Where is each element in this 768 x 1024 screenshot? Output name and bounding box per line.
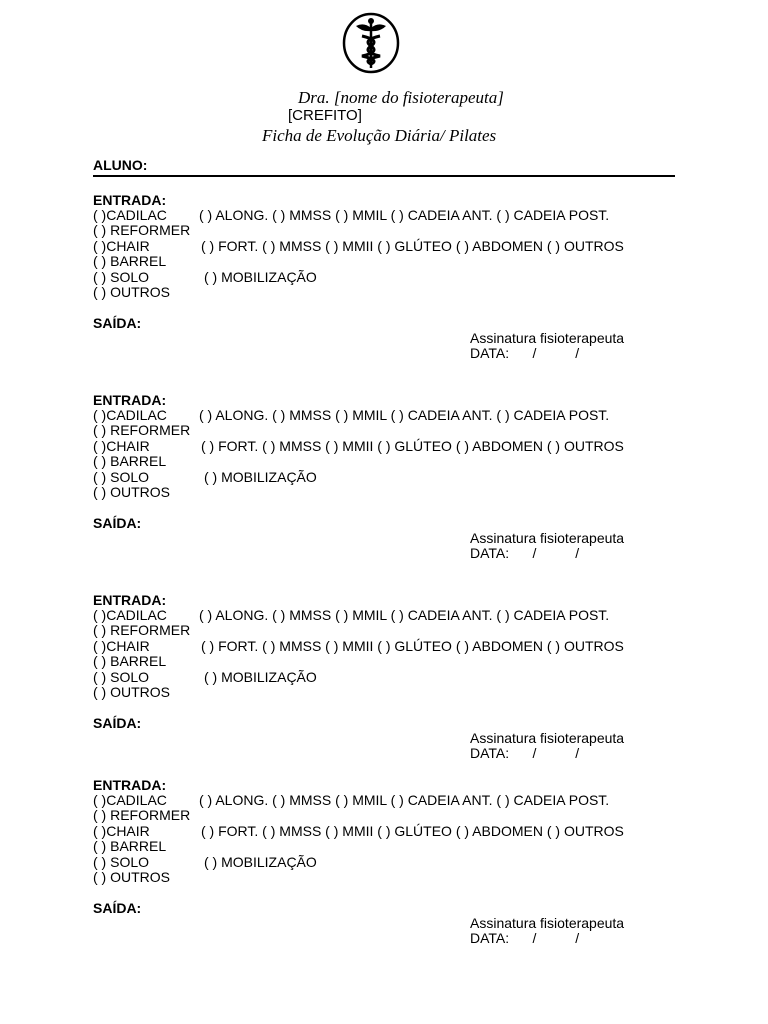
option-cadilac[interactable]: ( )CADILAC: [93, 207, 167, 223]
doctor-name: Dra. [nome do fisioterapeuta]: [298, 88, 504, 107]
signature-label: Assinatura fisioterapeuta: [470, 915, 625, 931]
signature-label: Assinatura fisioterapeuta: [470, 330, 625, 346]
entrada-label: ENTRADA:: [93, 192, 167, 208]
option-fort-row[interactable]: ( ) FORT. ( ) MMSS ( ) MMII ( ) GLÚTEO ( ) ABDOMEN ( ) OUTROS: [201, 238, 624, 254]
option-barrel[interactable]: ( ) BARREL: [93, 253, 167, 269]
option-chair[interactable]: ( )CHAIR: [93, 823, 150, 839]
option-cadilac[interactable]: ( )CADILAC: [93, 792, 167, 808]
option-fort-row[interactable]: ( ) FORT. ( ) MMSS ( ) MMII ( ) GLÚTEO ( ) ABDOMEN ( ) OUTROS: [201, 823, 624, 839]
saida-label: SAÍDA:: [93, 715, 142, 731]
option-chair[interactable]: ( )CHAIR: [93, 238, 150, 254]
option-barrel[interactable]: ( ) BARREL: [93, 453, 167, 469]
entrada-label: ENTRADA:: [93, 777, 167, 793]
option-outros[interactable]: ( ) OUTROS: [93, 284, 170, 300]
option-chair[interactable]: ( )CHAIR: [93, 438, 150, 454]
date-field: DATA: / /: [470, 930, 580, 946]
evolution-section-3: [93, 592, 693, 772]
saida-label: SAÍDA:: [93, 515, 142, 531]
option-cadilac[interactable]: ( )CADILAC: [93, 407, 167, 423]
option-mobilizacao[interactable]: ( ) MOBILIZAÇÃO: [204, 269, 317, 285]
date-field: DATA: / /: [470, 545, 580, 561]
option-reformer[interactable]: ( ) REFORMER: [93, 807, 191, 823]
option-along-row[interactable]: ( ) ALONG. ( ) MMSS ( ) MMIL ( ) CADEIA ANT. ( ) CADEIA POST.: [199, 607, 610, 623]
option-mobilizacao[interactable]: ( ) MOBILIZAÇÃO: [204, 854, 317, 870]
option-fort-row[interactable]: ( ) FORT. ( ) MMSS ( ) MMII ( ) GLÚTEO ( ) ABDOMEN ( ) OUTROS: [201, 638, 624, 654]
option-solo[interactable]: ( ) SOLO: [93, 469, 150, 485]
saida-label: SAÍDA:: [93, 315, 142, 331]
option-barrel[interactable]: ( ) BARREL: [93, 653, 167, 669]
option-fort-row[interactable]: ( ) FORT. ( ) MMSS ( ) MMII ( ) GLÚTEO ( ) ABDOMEN ( ) OUTROS: [201, 438, 624, 454]
option-along-row[interactable]: ( ) ALONG. ( ) MMSS ( ) MMIL ( ) CADEIA ANT. ( ) CADEIA POST.: [199, 207, 610, 223]
entrada-label: ENTRADA:: [93, 592, 167, 608]
option-chair[interactable]: ( )CHAIR: [93, 638, 150, 654]
option-outros[interactable]: ( ) OUTROS: [93, 684, 170, 700]
option-outros[interactable]: ( ) OUTROS: [93, 484, 170, 500]
form-title: Ficha de Evolução Diária/ Pilates: [262, 126, 497, 145]
option-mobilizacao[interactable]: ( ) MOBILIZAÇÃO: [204, 469, 317, 485]
option-barrel[interactable]: ( ) BARREL: [93, 838, 167, 854]
option-reformer[interactable]: ( ) REFORMER: [93, 622, 191, 638]
option-outros[interactable]: ( ) OUTROS: [93, 869, 170, 885]
caduceus-icon: [342, 12, 400, 74]
crefito-placeholder: [CREFITO]: [288, 107, 362, 124]
date-field: DATA: / /: [470, 745, 580, 761]
date-field: DATA: / /: [470, 345, 580, 361]
evolution-section-4: [93, 777, 693, 957]
option-solo[interactable]: ( ) SOLO: [93, 669, 150, 685]
option-solo[interactable]: ( ) SOLO: [93, 269, 150, 285]
evolution-section-2: [93, 392, 693, 572]
option-mobilizacao[interactable]: ( ) MOBILIZAÇÃO: [204, 669, 317, 685]
student-name-line[interactable]: [93, 175, 675, 177]
option-reformer[interactable]: ( ) REFORMER: [93, 422, 191, 438]
option-along-row[interactable]: ( ) ALONG. ( ) MMSS ( ) MMIL ( ) CADEIA ANT. ( ) CADEIA POST.: [199, 407, 610, 423]
saida-label: SAÍDA:: [93, 900, 142, 916]
option-reformer[interactable]: ( ) REFORMER: [93, 222, 191, 238]
signature-label: Assinatura fisioterapeuta: [470, 730, 625, 746]
option-along-row[interactable]: ( ) ALONG. ( ) MMSS ( ) MMIL ( ) CADEIA ANT. ( ) CADEIA POST.: [199, 792, 610, 808]
evolution-section-1: [93, 192, 693, 372]
entrada-label: ENTRADA:: [93, 392, 167, 408]
signature-label: Assinatura fisioterapeuta: [470, 530, 625, 546]
option-solo[interactable]: ( ) SOLO: [93, 854, 150, 870]
option-cadilac[interactable]: ( )CADILAC: [93, 607, 167, 623]
student-label: ALUNO:: [93, 157, 148, 173]
